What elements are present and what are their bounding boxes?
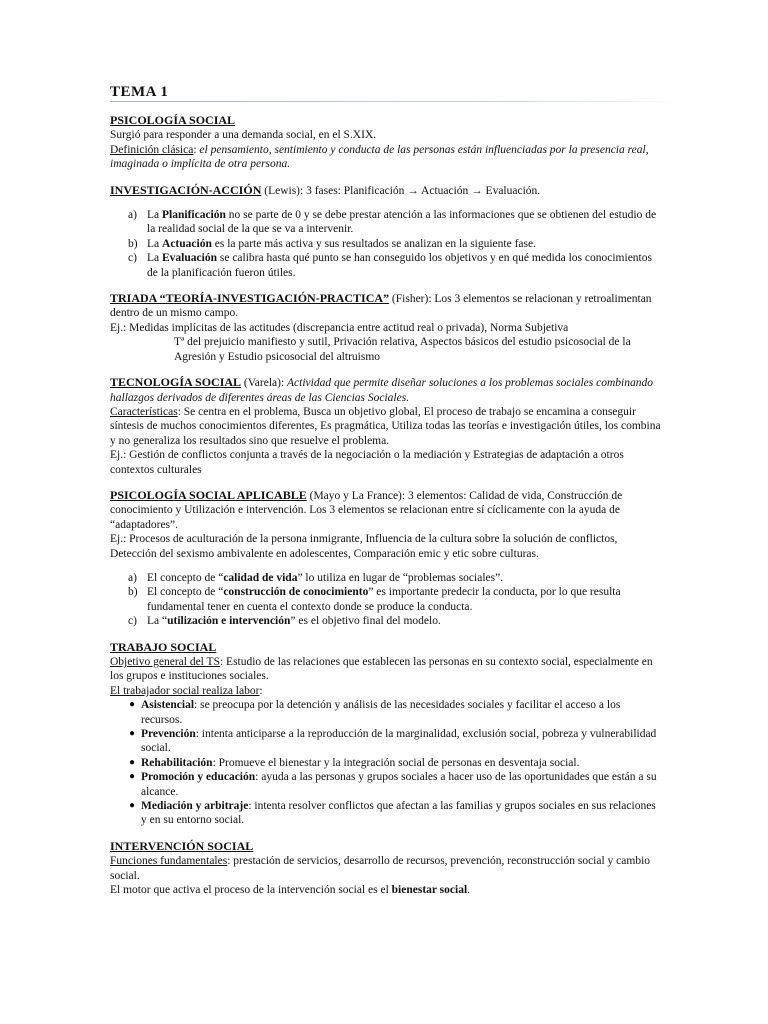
section-investigacion-accion <box>110 183 662 280</box>
definition-paragraph <box>110 143 662 172</box>
objective-text: : Estudio de las relaciones que establecen las personas en su contexto social, especialmente en los grupos e instituciones sociales. <box>110 656 653 683</box>
example-paragraph: Ej.: Procesos de aculturación de la persona inmigrante, Influencia de la cultura sobre la solución de conflictos, Detección del sexismo ambivalente en adolescentes, Comparación emic y etic sobre culturas. <box>110 533 618 560</box>
bullet-icon: ● <box>129 756 136 768</box>
colon: : <box>259 684 263 697</box>
functions-text: : prestación de servicios, desarrollo de recursos, prevención, reconstrucción social y cambio social. <box>110 855 651 882</box>
section-intervencion-social <box>110 839 662 898</box>
motor-text: El motor que activa el proceso de la intervención social es el <box>110 884 392 897</box>
item-text: El concepto de “ <box>147 571 224 584</box>
list-marker: a) <box>128 571 137 584</box>
motor-period: . <box>467 884 471 897</box>
item-text: se calibra hasta qué punto se han conseguido los objetivos y en qué medida los conocimientos de la planificación fueron útiles. <box>147 252 652 279</box>
functions-label: Funciones fundamentales <box>110 855 228 868</box>
functions-paragraph <box>110 854 662 883</box>
item-term: Evaluación <box>162 252 217 265</box>
colon: : <box>193 143 200 156</box>
item-text: ” es el objetivo final del modelo. <box>290 615 441 628</box>
list-marker: c) <box>128 615 137 628</box>
list-item <box>110 770 662 799</box>
list-item <box>110 799 662 828</box>
list-item <box>110 614 662 628</box>
definition-text: el pensamiento, sentimiento y conducta de las personas están influenciadas por la presencia real, imaginada o implícita de otra persona. <box>110 143 649 171</box>
list-item <box>110 208 662 237</box>
list-item <box>110 698 662 727</box>
item-term: calidad de vida <box>223 571 298 584</box>
item-term: Rehabilitación <box>141 756 213 769</box>
item-text: La <box>147 252 163 265</box>
item-text: La <box>147 237 163 250</box>
title-divider <box>110 101 685 102</box>
section-definition: Actividad que permite diseñar soluciones a los problemas sociales combinando hallazgos derivados de diferentes áreas de las Ciencias Sociales. <box>110 377 653 404</box>
item-term: Asistencial <box>141 699 195 712</box>
characteristics-paragraph <box>110 405 662 448</box>
section-heading: TRABAJO SOCIAL <box>110 639 217 654</box>
list-marker: c) <box>128 252 137 265</box>
section-intro: (Mayo y La France): 3 elementos: Calidad de vida, Construcción de conocimiento y Utilización e intervención. Los 3 elementos se relacionan entre sí cíclicamente con la ayuda de “adaptadores”. <box>110 489 623 531</box>
section-heading: TRIADA “TEORÍA-INVESTIGACIÓN-PRACTICA” <box>110 291 390 306</box>
concepts-list <box>110 571 662 629</box>
section-heading: TECNOLOGÍA SOCIAL <box>110 375 242 390</box>
bullet-icon: ● <box>129 800 136 812</box>
section-intro: (Fisher): Los 3 elementos se relacionan y retroalimentan dentro de un mismo campo. <box>110 293 652 320</box>
item-text: no se parte de 0 y se debe prestar atención a las informaciones que se obtienen del estudio de la realidad social de la que se va a intervenir. <box>147 209 657 236</box>
labor-list <box>110 698 662 828</box>
characteristics-text: : Se centra en el problema, Busca un objetivo global, El proceso de trabajo se encamina a conseguir síntesis de muchos conocimientos diferentes, Es pragmática, Utiliza todas las teorías e investigación útiles, los combina y no generaliza los resultados sino que resuelve el problema. <box>110 405 661 447</box>
item-text: ” lo utiliza en lugar de “problemas sociales”. <box>297 571 504 584</box>
section-heading: PSICOLOGÍA SOCIAL APLICABLE <box>110 487 307 502</box>
list-item <box>110 756 662 770</box>
item-term: Promoción y educación <box>141 771 256 784</box>
list-item <box>110 727 662 756</box>
list-marker: b) <box>128 586 138 599</box>
section-heading: PSICOLOGÍA SOCIAL <box>110 113 236 127</box>
objective-paragraph <box>110 655 662 684</box>
phases-list <box>110 208 662 280</box>
example-continuation: Tª del prejuicio manifiesto y sutil, Privación relativa, Aspectos básicos del estudio psicosocial de la Agresión y Estudio psicosocial del altruismo <box>174 336 631 363</box>
list-marker: a) <box>128 209 137 222</box>
document-title: TEMA 1 <box>110 84 169 100</box>
item-text: es la parte más activa y sus resultados se analizan en la siguiente fase. <box>211 237 536 250</box>
item-text: : intenta resolver conflictos que afectan a las familias y grupos sociales en sus relaciones y en su entorno social. <box>141 800 656 827</box>
definition-label: Definición clásica <box>110 143 194 156</box>
item-text: La “ <box>147 615 168 628</box>
labor-label: El trabajador social realiza labor <box>110 684 260 697</box>
item-text: El concepto de “ <box>147 586 224 599</box>
item-term: Prevención <box>141 728 196 741</box>
section-trabajo-social <box>110 640 662 828</box>
list-item <box>110 237 662 251</box>
bullet-icon: ● <box>129 699 136 711</box>
section-intro: (Lewis): 3 fases: Planificación → Actuación → Evaluación. <box>261 184 541 197</box>
item-term: utilización e intervención <box>167 615 291 628</box>
characteristics-label: Características <box>110 405 178 418</box>
item-text: La <box>147 209 163 222</box>
list-item <box>110 571 662 585</box>
paragraph: Surgió para responder a una demanda social, en el S.XIX. <box>110 129 377 142</box>
item-term: Planificación <box>162 209 226 222</box>
list-marker: b) <box>128 237 138 250</box>
bullet-icon: ● <box>129 771 136 783</box>
section-heading: INTERVENCIÓN SOCIAL <box>110 838 254 853</box>
item-term: Mediación y arbitraje <box>141 800 249 813</box>
item-text: : intenta anticiparse a la reproducción de la marginalidad, exclusión social, pobreza y vulnerabilidad social. <box>141 728 657 755</box>
labor-paragraph <box>110 684 662 698</box>
objective-label: Objetivo general del TS <box>110 656 220 668</box>
section-heading: INVESTIGACIÓN-ACCIÓN <box>110 182 262 197</box>
item-text: : se preocupa por la detención y análisis de las necesidades sociales y facilitar el acceso a los recursos. <box>141 699 621 726</box>
motor-paragraph <box>110 883 662 897</box>
section-psicologia-social <box>110 113 662 172</box>
motor-term: bienestar social <box>391 884 468 897</box>
item-term: Actuación <box>162 237 212 250</box>
section-author: (Varela): <box>241 377 288 390</box>
list-item <box>110 585 662 614</box>
list-item <box>110 251 662 280</box>
example-paragraph: Ej.: Gestión de conflictos conjunta a través de la negociación o la mediación y Estrategias de adaptación a otros contextos culturales <box>110 449 624 476</box>
section-tecnologia-social <box>110 375 662 477</box>
item-term: construcción de conocimiento <box>223 586 369 599</box>
item-text: : Promueve el bienestar y la integración social de personas en desventaja social. <box>212 756 580 769</box>
item-text: : ayuda a las personas y grupos sociales a hacer uso de las oportunidades que están a su alcance. <box>141 771 657 798</box>
document-body <box>110 113 662 898</box>
item-text: ” es importante predecir la conducta, por lo que resulta fundamental tener en cuenta el contexto donde se produce la conducta. <box>147 586 621 613</box>
section-psicologia-social-aplicable <box>110 488 662 629</box>
section-triada <box>110 291 662 364</box>
bullet-icon: ● <box>129 728 136 740</box>
example-paragraph: Ej.: Medidas implícitas de las actitudes (discrepancia entre actitud real o privada), Norma Subjetiva <box>110 321 569 334</box>
